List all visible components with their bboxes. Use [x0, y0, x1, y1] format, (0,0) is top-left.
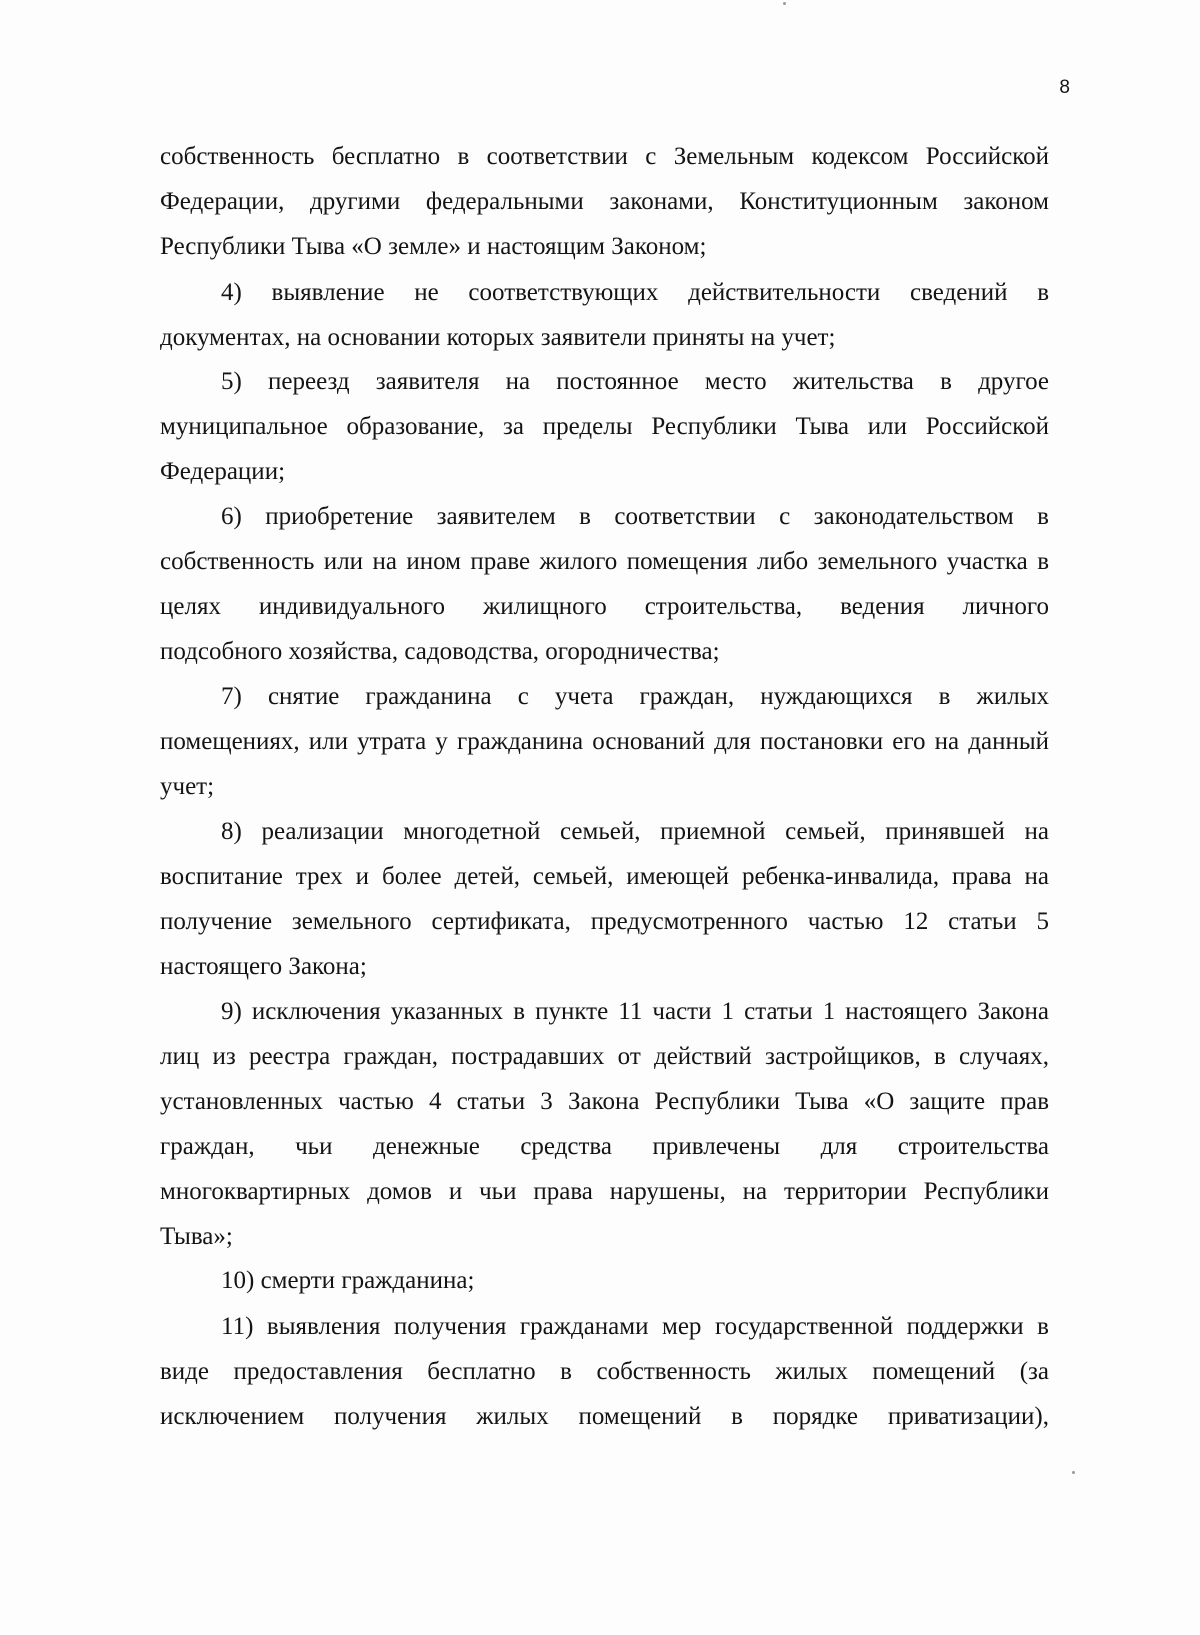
- paragraph-line: 7) снятие гражданина с учета граждан, нуждающихся в жилых: [221, 683, 1049, 710]
- paragraph-line: учет;: [160, 773, 215, 800]
- paragraph-line: 9) исключения указанных в пункте 11 части 1 статьи 1 настоящего Закона: [221, 998, 1049, 1025]
- paragraph-line: 4) выявление не соответствующих действительности сведений в: [221, 279, 1049, 306]
- paragraph-line: 8) реализации многодетной семьей, приемной семьей, принявшей на: [221, 818, 1049, 845]
- paragraph-item-7: [160, 674, 1049, 809]
- paragraph-line: подсобного хозяйства, садоводства, огородничества;: [160, 638, 720, 665]
- paragraph-line: лиц из реестра граждан, пострадавших от действий застройщиков, в случаях,: [160, 1043, 1049, 1070]
- paragraph-line: многоквартирных домов и чьи права нарушены, на территории Республики: [160, 1178, 1049, 1205]
- paragraph-line: муниципальное образование, за пределы Республики Тыва или Российской: [160, 413, 1049, 440]
- paragraph-line: помещениях, или утрата у гражданина оснований для постановки его на данный: [160, 728, 1049, 755]
- paragraph-item-5: [160, 359, 1049, 494]
- paragraph-line: исключением получения жилых помещений в порядке приватизации),: [160, 1403, 1049, 1430]
- paragraph-line: собственность бесплатно в соответствии с Земельным кодексом Российской: [160, 143, 1049, 170]
- paragraph-line: 11) выявления получения гражданами мер государственной поддержки в: [221, 1313, 1049, 1340]
- paragraph-line: целях индивидуального жилищного строительства, ведения личного: [160, 593, 1049, 620]
- paragraph-line: виде предоставления бесплатно в собственность жилых помещений (за: [160, 1358, 1049, 1385]
- paragraph-line: 5) переезд заявителя на постоянное место жительства в другое: [221, 368, 1049, 395]
- paragraph-line: Республики Тыва «О земле» и настоящим Законом;: [160, 233, 707, 260]
- paragraph-line: документах, на основании которых заявители приняты на учет;: [160, 324, 836, 351]
- paragraph-item-4: [160, 270, 1049, 360]
- paragraph-1: [160, 134, 1049, 269]
- paragraph-line: воспитание трех и более детей, семьей, имеющей ребенка-инвалида, права на: [160, 863, 1049, 890]
- paragraph-item-8: [160, 809, 1049, 989]
- scan-speck: [1072, 1471, 1075, 1474]
- paragraph-item-6: [160, 494, 1049, 674]
- paragraph-line: установленных частью 4 статьи 3 Закона Республики Тыва «О защите прав: [160, 1088, 1049, 1115]
- paragraph-line: граждан, чьи денежные средства привлечены для строительства: [160, 1133, 1049, 1160]
- paragraph-line: 10) смерти гражданина;: [221, 1267, 475, 1294]
- paragraph-line: собственность или на ином праве жилого помещения либо земельного участка в: [160, 548, 1049, 575]
- paragraph-line: Федерации;: [160, 458, 286, 485]
- page-number: 8: [1059, 77, 1070, 98]
- paragraph-line: Тыва»;: [160, 1223, 233, 1250]
- paragraph-line: получение земельного сертификата, предусмотренного частью 12 статьи 5: [160, 908, 1049, 935]
- paragraph-line: Федерации, другими федеральными законами, Конституционным законом: [160, 188, 1049, 215]
- paragraph-line: 6) приобретение заявителем в соответствии с законодательством в: [221, 503, 1049, 530]
- paragraph-item-11: [160, 1304, 1049, 1439]
- scan-speck: [783, 2, 786, 5]
- paragraph-item-9: [160, 989, 1049, 1259]
- paragraph-item-10: [160, 1258, 1049, 1303]
- paragraph-line: настоящего Закона;: [160, 953, 367, 980]
